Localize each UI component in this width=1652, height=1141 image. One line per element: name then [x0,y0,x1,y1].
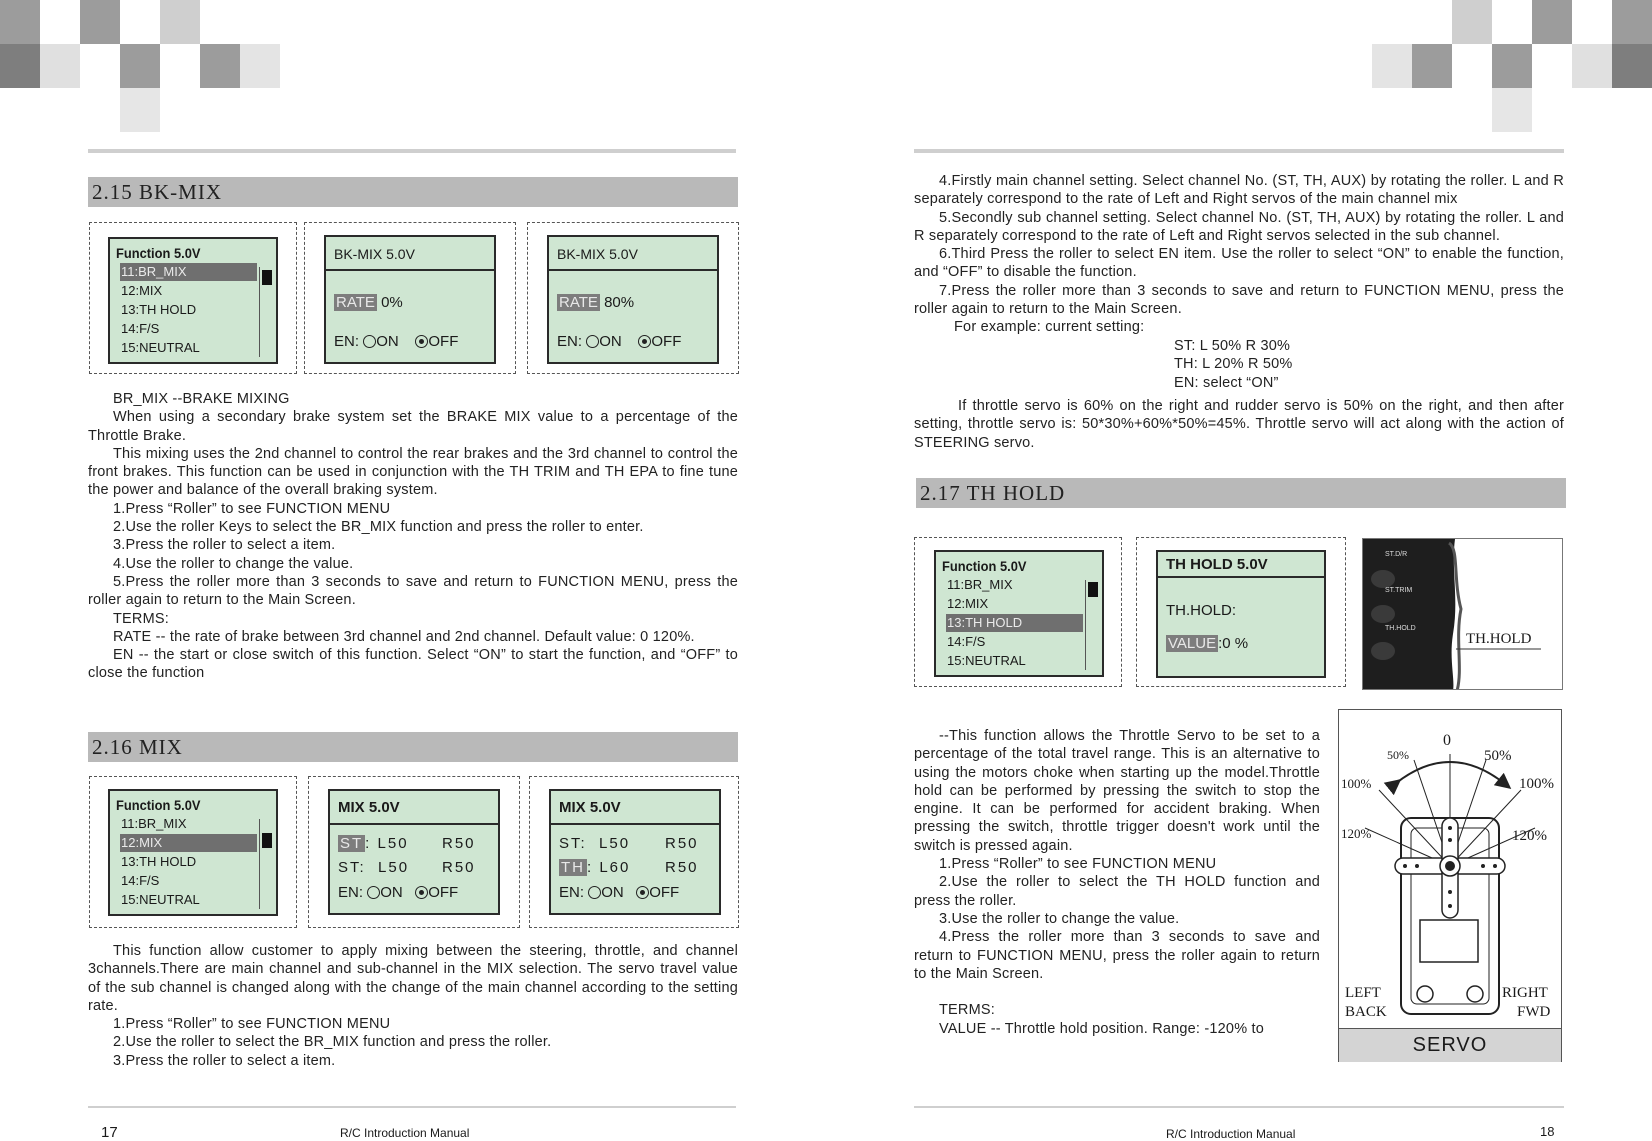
deco-square [1372,44,1412,88]
radio-on-icon [586,335,599,348]
bkmix-screen-80 [547,235,719,364]
function-menu-screen [108,237,278,364]
paragraph: For example: current setting: [954,319,1145,336]
paragraph: 5.Press the roller more than 3 seconds to save and return to FUNCTION MENU, press the roller again to return to the Main Screen. [88,573,738,609]
right-rate: R50 [665,835,699,852]
channel-label: ST [340,835,364,852]
servo-caption: SERVO [1339,1028,1561,1062]
en-label: EN: [559,884,585,901]
bottom-rule-right [914,1106,1564,1108]
servo-diagram [1338,709,1562,1062]
menu-item: 15:NEUTRAL [121,340,200,355]
channel-label: ST: [559,835,587,852]
on-label: ON [376,333,399,350]
page-number: 18 [1540,1124,1555,1139]
deco-square [1572,44,1612,88]
radio-off-selected-icon [415,335,428,348]
menu-item: 13:TH HOLD [946,614,1083,632]
menu-header: Function 5.0V [942,558,1027,574]
paragraph: If throttle servo is 60% on the right and rudder servo is 50% on the right, and then after setting, throttle servo is: 50*30%+60%*50%=45%. Throttle servo will act along with the action of STEERING servo. [914,398,1564,451]
value-label: VALUE [1168,635,1217,652]
paragraph: When using a secondary brake system set the BRAKE MIX value to a percentage of the Throttle Brake. [88,409,738,444]
scrollbar [259,267,274,357]
paragraph: 2.Use the roller Keys to select the BR_MIX function and press the roller to enter. [113,519,644,536]
paragraph: --This function allows the Throttle Servo to be set to a percentage of the total travel range. This is an alternative to using the motors choke when starting up the model.Throttle hold can be performed by pressing the switch to stop the engine. It can be performed for accident braking. When pressing the switch, throttle trigger doesn't work until the switch is pressed again. [914,728,1320,854]
rate-label: RATE [559,294,598,311]
paragraph: 2.Use the roller to select the TH HOLD function and press the roller. [914,874,1320,909]
deco-square [1412,44,1452,88]
deco-square [40,44,80,88]
left-rate: L50 [378,859,410,876]
on-label: ON [601,884,624,901]
deco-square [1612,0,1652,44]
deco-square [120,88,160,132]
deco-square [1492,44,1532,88]
example-values [1174,337,1474,392]
function-menu-screen [108,789,278,916]
paragraph: RATE -- the rate of brake between 3rd channel and 2nd channel. Default value: 0 120%. [113,628,695,645]
paragraph: EN -- the start or close switch of this function. Select “ON” to start the function, and “OFF” to close the function [88,647,738,682]
menu-item: 11:BR_MIX [121,816,187,831]
radio-off-selected-icon [636,886,649,899]
angle-label: 120% [1341,826,1372,841]
on-label: ON [599,333,622,350]
screen-header: MIX 5.0V [330,791,498,825]
menu-item: 13:TH HOLD [121,854,197,869]
example-line: TH: L 20% R 50% [1174,356,1293,373]
menu-item: 14:F/S [121,321,160,336]
photo-caption: TH.HOLD [1466,631,1532,647]
deco-square [120,44,160,88]
rate-label: RATE [336,294,375,311]
paragraph: BR_MIX --BRAKE MIXING [113,391,290,407]
direction-label: RIGHT [1502,985,1548,1001]
section-title-bkmix: 2.15 BK-MIX [88,177,738,207]
example-line: ST: L 50% R 30% [1174,338,1291,354]
page-footer: R/C Introduction Manual [340,1126,470,1140]
photo-label: ST.TRIM [1385,587,1413,594]
photo-label: ST.D/R [1385,551,1408,558]
angle-label: 50% [1484,748,1512,764]
radio-on-icon [367,886,380,899]
off-label: OFF [651,333,682,350]
menu-header: Function 5.0V [116,797,201,813]
bottom-rule-left [88,1106,736,1108]
function-menu-screen [934,550,1104,677]
radio-off-selected-icon [415,886,428,899]
screen-header: BK-MIX 5.0V [549,237,717,271]
deco-square [1532,0,1572,44]
paragraph: 2.Use the roller to select the BR_MIX function and press the roller. [113,1034,552,1051]
paragraph: This function allow customer to apply mixing between the steering, throttle, and channel 3channels.There are main channel and sub-channel in the MIX selection. The servo travel value of the sub channel is changed along with the change of the main channel according to the setting rate. [88,943,738,1014]
left-rate: : L60 [587,859,631,876]
mix-screen-st [328,789,500,915]
paragraph: 1.Press “Roller” to see FUNCTION MENU [113,1016,391,1033]
menu-item: 15:NEUTRAL [947,653,1026,668]
angle-label: 0 [1443,732,1451,749]
paragraph: 3.Use the roller to change the value. [939,910,1180,927]
top-rule-left [88,149,736,153]
paragraph: 6.Third Press the roller to select EN item. Use the roller to select “ON” to enable the function, and “OFF” to disable the function. [914,246,1564,281]
menu-item: 14:F/S [947,634,986,649]
paragraph: 3.Press the roller to select a item. [113,537,336,554]
paragraph: 1.Press “Roller” to see FUNCTION MENU [113,500,391,517]
direction-label: FWD [1517,1004,1551,1020]
bkmix-body [88,390,738,683]
radio-on-icon [588,886,601,899]
page-footer: R/C Introduction Manual [1166,1127,1296,1141]
page-number: 17 [101,1124,118,1141]
thhold-body [914,727,1320,1038]
angle-label: 100% [1341,776,1372,791]
left-rate: L50 [599,835,631,852]
menu-item: 11:BR_MIX [947,577,1013,592]
deco-square [1492,88,1532,132]
transmitter-photo [1362,538,1563,690]
paragraph: VALUE -- Throttle hold position. Range: -120% to [939,1020,1265,1037]
angle-label: 100% [1519,776,1554,792]
deco-square [80,0,120,44]
en-label: EN: [557,333,583,350]
photo-label: TH.HOLD [1385,625,1416,632]
screen-header: MIX 5.0V [551,791,719,825]
paragraph: 5.Secondly sub channel setting. Select channel No. (ST, TH, AUX) by rotating the roller. L and R separately correspond to the rate of Left and Right servos selected in the sub channel. [914,209,1564,244]
menu-item: 13:TH HOLD [121,302,197,317]
section-title-mix: 2.16 MIX [88,732,738,762]
paragraph: 1.Press “Roller” to see FUNCTION MENU [939,856,1217,873]
off-label: OFF [649,884,680,901]
deco-square [1612,44,1652,88]
menu-item: 14:F/S [121,873,160,888]
radio-off-selected-icon [638,335,651,348]
mix-screen-th [549,789,721,915]
deco-square [240,44,280,88]
menu-item: 15:NEUTRAL [121,892,200,907]
mix-example-explanation [914,397,1564,452]
angle-label: 120% [1512,828,1547,844]
en-label: EN: [334,333,360,350]
paragraph: 7.Press the roller more than 3 seconds to save and return to FUNCTION MENU, press the roller again to return to the Main Screen. [914,282,1564,318]
right-rate: R50 [442,835,476,852]
deco-square [1452,0,1492,44]
right-rate: R50 [665,859,699,876]
screen-header: BK-MIX 5.0V [326,237,494,271]
on-label: ON [380,884,403,901]
screen-header: TH HOLD 5.0V [1158,552,1324,578]
thhold-label: TH.HOLD: [1166,602,1237,619]
paragraph: TERMS: [113,610,169,627]
off-label: OFF [428,884,459,901]
mix-body [88,942,738,1070]
direction-label: LEFT [1345,985,1381,1001]
mix-continued-body [914,172,1564,337]
paragraph: This mixing uses the 2nd channel to control the rear brakes and the 3rd channel to control the front brakes. This function can be used in conjunction with the TH TRIM and TH EPA to fine tune the power and balance of the overall braking system. [88,445,738,499]
channel-label: ST: [338,859,366,876]
paragraph: TERMS: [939,1002,995,1019]
bkmix-screen-0 [324,235,496,364]
channel-label: TH [561,859,585,876]
menu-item: 12:MIX [121,283,163,298]
direction-label: BACK [1345,1004,1387,1020]
deco-square [160,0,200,44]
right-rate: R50 [442,859,476,876]
angle-label: 50% [1387,748,1409,762]
rate-value: 80% [604,294,635,311]
scrollbar [259,819,274,909]
paragraph: 4.Press the roller more than 3 seconds to save and return to FUNCTION MENU, press the roller again to return to the Main Screen. [914,929,1320,982]
rate-value: 0% [381,294,403,311]
menu-item: 12:MIX [120,834,257,852]
deco-square [200,44,240,88]
paragraph: 4.Firstly main channel setting. Select channel No. (ST, TH, AUX) by rotating the roller. L and R separately correspond to the rate of Left and Right servos of the main channel mix [914,173,1564,208]
section-title-thhold: 2.17 TH HOLD [916,478,1566,508]
scrollbar [1085,580,1100,670]
paragraph: 4.Use the roller to change the value. [113,555,354,572]
top-rule-right [914,149,1564,153]
off-label: OFF [428,333,459,350]
deco-square [0,0,40,44]
radio-on-icon [363,335,376,348]
example-line: EN: select “ON” [1174,374,1279,391]
thhold-screen [1156,550,1326,678]
en-label: EN: [338,884,364,901]
menu-item: 12:MIX [947,596,989,611]
menu-header: Function 5.0V [116,245,201,261]
deco-square [0,44,40,88]
paragraph: 3.Press the roller to select a item. [113,1052,336,1069]
menu-item: 11:BR_MIX [120,263,257,281]
left-rate: : L50 [365,835,409,852]
value-text: :0 % [1218,635,1249,652]
